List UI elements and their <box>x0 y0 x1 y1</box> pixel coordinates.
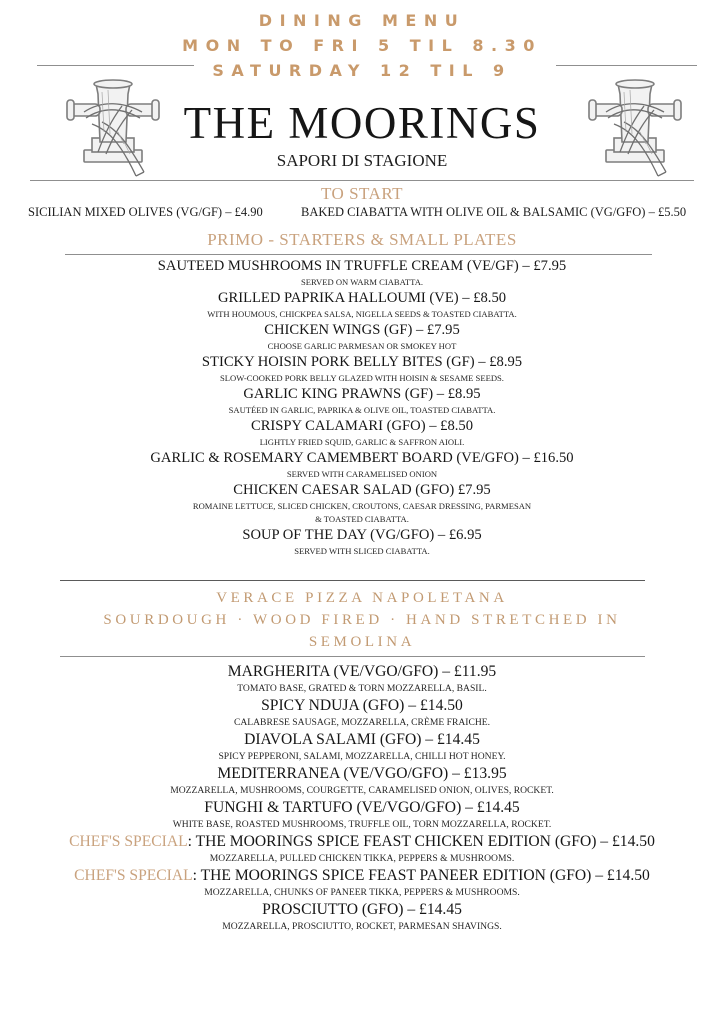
menu-item-desc: ROMAINE LETTUCE, SLICED CHICKEN, CROUTONS, CAESAR DRESSING, PARMESAN <box>192 501 532 511</box>
menu-item <box>0 449 724 481</box>
menu-item <box>0 481 724 526</box>
pizza-menu-list <box>0 662 724 934</box>
menu-item-desc: CHOOSE GARLIC PARMESAN OR SMOKEY HOT <box>267 341 457 351</box>
pizza-bottom-rule <box>60 656 645 657</box>
menu-item-desc: CALABRESE SAUSAGE, MOZZARELLA, CRÈME FRAICHE. <box>233 717 491 728</box>
menu-item-desc-continued: & TOASTED CIABATTA. <box>315 514 409 524</box>
section-heading-to-start: TO START <box>320 184 404 203</box>
menu-item-desc: MOZZARELLA, MUSHROOMS, COURGETTE, CARAMELISED ONION, OLIVES, ROCKET. <box>170 785 554 796</box>
menu-item-desc: SPICY PEPPERONI, SALAMI, MOZZARELLA, CHILLI HOT HONEY. <box>218 751 506 762</box>
pizza-top-rule <box>60 580 645 581</box>
menu-item-desc: MOZZARELLA, PULLED CHICKEN TIKKA, PEPPERS & MUSHROOMS. <box>209 853 515 864</box>
menu-item-desc: SERVED WITH SLICED CIABATTA. <box>294 546 430 556</box>
pizza-subheading-line1: SOURDOUGH · WOOD FIRED · HAND STRETCHED IN <box>103 612 621 628</box>
menu-item-desc: SAUTÉED IN GARLIC, PAPRIKA & OLIVE OIL, TOASTED CIABATTA. <box>228 405 496 415</box>
pizza-heading: VERACE PIZZA NAPOLETANA <box>216 590 508 606</box>
menu-item <box>0 417 724 449</box>
menu-item-name: CHICKEN WINGS (GF) – £7.95 <box>264 322 460 338</box>
menu-item-title: : THE MOORINGS SPICE FEAST PANEER EDITION (GFO) – £14.50 <box>192 867 650 884</box>
menu-item <box>0 900 724 934</box>
menu-item-name: SAUTEED MUSHROOMS IN TRUFFLE CREAM (VE/GF) – £7.95 <box>157 258 567 274</box>
header-rule-left <box>37 65 194 66</box>
menu-item <box>0 289 724 321</box>
menu-item-name <box>0 866 724 886</box>
menu-item-name: CHICKEN CAESAR SALAD (GFO) £7.95 <box>233 482 491 498</box>
menu-item-desc: TOMATO BASE, GRATED & TORN MOZZARELLA, BASIL. <box>237 683 487 694</box>
menu-item <box>0 662 724 696</box>
menu-item-name <box>0 832 724 852</box>
menu-item <box>0 353 724 385</box>
restaurant-tagline: SAPORI DI STAGIONE <box>276 151 448 170</box>
menu-item <box>0 730 724 764</box>
menu-item-name: MEDITERRANEA (VE/VGO/GFO) – £13.95 <box>217 765 507 782</box>
primo-menu-list <box>0 257 724 558</box>
pizza-subheading-line2: SEMOLINA <box>308 634 416 650</box>
menu-item-name: PROSCIUTTO (GFO) – £14.45 <box>262 901 462 918</box>
menu-item-desc: WHITE BASE, ROASTED MUSHROOMS, TRUFFLE OIL, TORN MOZZARELLA, ROCKET. <box>172 819 552 830</box>
menu-item-desc: MOZZARELLA, PROSCIUTTO, ROCKET, PARMESAN SHAVINGS. <box>222 921 502 932</box>
menu-item <box>0 526 724 558</box>
menu-item-name: CRISPY CALAMARI (GFO) – £8.50 <box>250 418 474 434</box>
menu-item-desc: SLOW-COOKED PORK BELLY GLAZED WITH HOISIN & SESAME SEEDS. <box>220 373 504 383</box>
section-heading-pizza <box>0 587 724 653</box>
saturday-hours: SATURDAY 12 TIL 9 <box>212 61 512 80</box>
menu-item-desc: LIGHTLY FRIED SQUID, GARLIC & SAFFRON AIOLI. <box>259 437 465 447</box>
chefs-special-label: CHEF'S SPECIAL <box>69 833 188 850</box>
menu-item-name: SPICY NDUJA (GFO) – £14.50 <box>261 697 463 714</box>
menu-item <box>0 257 724 289</box>
menu-item <box>0 696 724 730</box>
section-heading-primo: PRIMO - STARTERS & SMALL PLATES <box>207 230 517 249</box>
menu-item-name: GARLIC KING PRAWNS (GF) – £8.95 <box>243 386 481 402</box>
menu-item-name: GARLIC & ROSEMARY CAMEMBERT BOARD (VE/GFO) – £16.50 <box>150 450 574 466</box>
menu-label: DINING MENU <box>258 11 466 30</box>
to-start-item-ciabatta: BAKED CIABATTA WITH OLIVE OIL & BALSAMIC (VG/GFO) – £5.50 <box>301 205 687 219</box>
restaurant-name: THE MOORINGS <box>183 98 541 148</box>
menu-item-name: FUNGHI & TARTUFO (VE/VGO/GFO) – £14.45 <box>204 799 520 816</box>
menu-item-chefs-special <box>0 866 724 900</box>
weekday-hours: MON TO FRI 5 TIL 8.30 <box>182 36 542 55</box>
header-bottom-rule <box>30 180 694 181</box>
menu-item-desc: WITH HOUMOUS, CHICKPEA SALSA, NIGELLA SEEDS & TOASTED CIABATTA. <box>207 309 517 319</box>
menu-item <box>0 798 724 832</box>
menu-item <box>0 321 724 353</box>
menu-item-chefs-special <box>0 832 724 866</box>
menu-item-name: SOUP OF THE DAY (VG/GFO) – £6.95 <box>242 527 482 543</box>
menu-item-name: MARGHERITA (VE/VGO/GFO) – £11.95 <box>227 663 497 680</box>
menu-item-name: STICKY HOISIN PORK BELLY BITES (GF) – £8.95 <box>201 354 523 370</box>
menu-item-name: DIAVOLA SALAMI (GFO) – £14.45 <box>244 731 480 748</box>
menu-item-title: : THE MOORINGS SPICE FEAST CHICKEN EDITION (GFO) – £14.50 <box>187 833 655 850</box>
to-start-item-olives: SICILIAN MIXED OLIVES (VG/GF) – £4.90 <box>28 205 263 219</box>
menu-item-desc: MOZZARELLA, CHUNKS OF PANEER TIKKA, PEPPERS & MUSHROOMS. <box>204 887 520 898</box>
primo-rule <box>65 254 652 255</box>
menu-item-name: GRILLED PAPRIKA HALLOUMI (VE) – £8.50 <box>217 290 507 306</box>
chefs-special-label: CHEF'S SPECIAL <box>74 867 193 884</box>
menu-item-desc: SERVED ON WARM CIABATTA. <box>300 277 424 287</box>
menu-item <box>0 764 724 798</box>
menu-item-desc: SERVED WITH CARAMELISED ONION <box>286 469 438 479</box>
header-rule-right <box>556 65 697 66</box>
menu-item <box>0 385 724 417</box>
